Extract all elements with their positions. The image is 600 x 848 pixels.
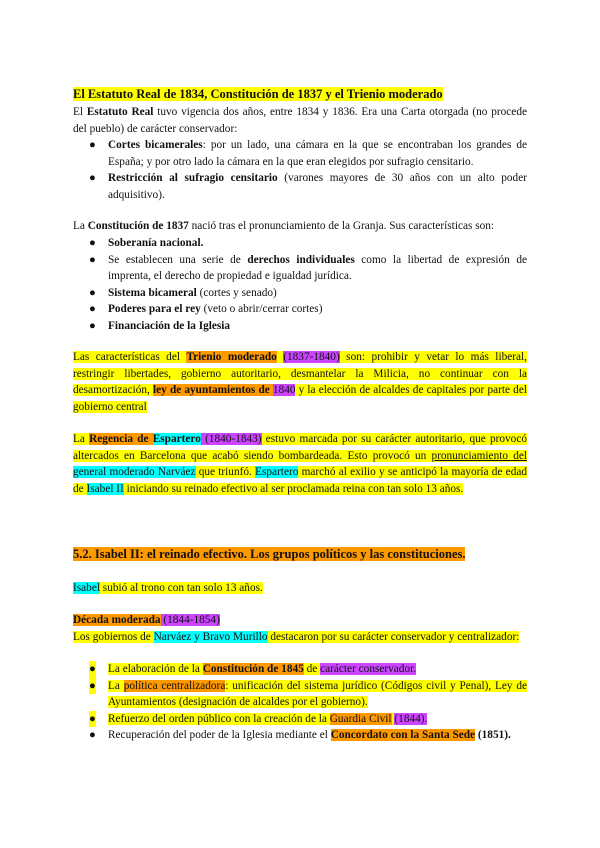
bullet-icon: ● — [89, 237, 96, 249]
list-item: ● Sistema bicameral (cortes y senado) — [73, 285, 527, 302]
constitucion-list — [73, 235, 527, 334]
list-item: ● Cortes bicamerales: por un lado, una cámara en la que se encontraban los grandes de España; y por otro lado la cámara en la que eran elegidos por sufragio censitario. — [89, 139, 527, 168]
list-item: ● Restricción al sufragio censitario (varones mayores de 30 años con un alto poder adquisitivo). — [89, 172, 527, 201]
section-heading: El Estatuto Real de 1834, Constitución de 1837 y el Trienio moderado — [73, 87, 443, 101]
trienio-paragraph: Las características del Trienio moderado (1837-1840) son: prohibir y vetar lo más liberal, restringir libertades, gobierno autoritario, desmantelar la Milicia, no continuar con la desamortización, ley de ayuntamientos de 1840 y la elección de alcaldes de capitales por parte del gobierno central — [73, 351, 527, 413]
bullet-icon: ● — [89, 253, 96, 266]
bullet-icon: ● — [89, 678, 96, 695]
bullet-icon: ● — [89, 286, 96, 299]
gobiernos-paragraph: Los gobiernos de Narváez y Bravo Murillo destacaron por su carácter conservador y centralizador: — [73, 631, 520, 643]
estatuto-list — [73, 137, 527, 203]
list-item: ● La política centralizadora: unificación del sistema jurídico (Códigos civil y Penal), Ley de Ayuntamientos (designación de alcaldes por el gobierno). — [89, 679, 527, 708]
list-item: ● Se establecen una serie de derechos individuales como la libertad de expresión de imprenta, el derecho de propiedad e igualdad jurídica. — [89, 253, 527, 282]
list-item: ● Refuerzo del orden público con la creación de la Guardia Civil (1844). — [73, 711, 527, 728]
bullet-icon: ● — [89, 729, 96, 741]
list-item: ● Recuperación del poder de la Iglesia mediante el Concordato con la Santa Sede (1851). — [73, 727, 527, 744]
list-item: ● Financiación de la Iglesia — [73, 318, 527, 335]
bullet-icon: ● — [89, 303, 96, 315]
bullet-icon: ● — [89, 661, 96, 678]
bullet-icon: ● — [89, 172, 96, 184]
decada-list — [73, 661, 527, 744]
isabel-paragraph: Isabel subió al trono con tan solo 13 años. — [73, 582, 263, 594]
list-item: ● Soberanía nacional. — [73, 235, 527, 252]
bullet-icon: ● — [89, 319, 96, 332]
regencia-paragraph: La Regencia de Espartero (1840-1843) estuvo marcada por su carácter autoritario, que provocó altercados en Barcelona que acabó siendo bombardeada. Esto provocó un pronunciamiento del general moderado Narváez que triunfó. Espartero marchó al exilio y se anticipó la mayoría de edad de Isabel II iniciando su reinado efectivo al ser proclamada reina con tan solo 13 años. — [73, 433, 528, 495]
bullet-icon: ● — [89, 139, 96, 151]
estatuto-paragraph: El Estatuto Real tuvo vigencia dos años, entre 1834 y 1836. Era una Carta otorgada (no procede del pueblo) de carácter conservador: — [73, 106, 527, 135]
section-heading: 5.2. Isabel II: el reinado efectivo. Los grupos políticos y las constituciones. — [73, 547, 466, 561]
list-item: ● La elaboración de la Constitución de 1845 de carácter conservador. — [73, 661, 527, 678]
decada-heading: Década moderada (1844-1854) — [73, 614, 220, 626]
list-item: ● Poderes para el rey (veto o abrir/cerrar cortes) — [73, 301, 527, 318]
bullet-icon: ● — [89, 711, 96, 728]
constitucion-paragraph: La Constitución de 1837 nació tras el pronunciamiento de la Granja. Sus características son: — [73, 220, 495, 232]
